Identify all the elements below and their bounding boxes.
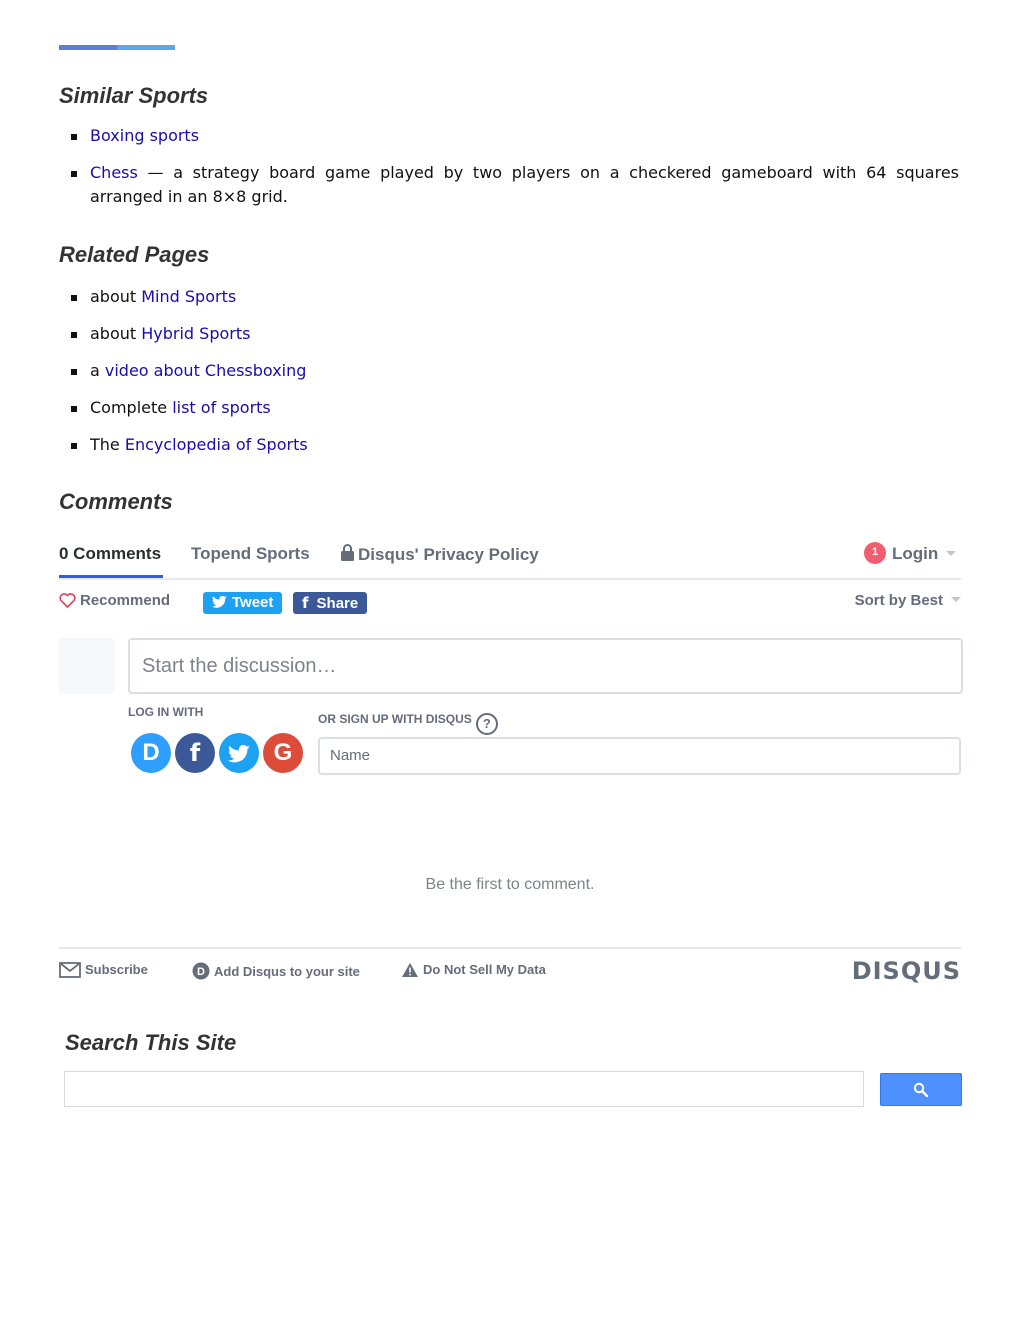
list-item (59, 322, 959, 346)
recommend-label: Recommend (80, 592, 171, 609)
sign-up-text: OR SIGN UP WITH DISQUS (318, 712, 472, 726)
item-prefix: Complete (90, 398, 173, 417)
sort-dropdown[interactable] (855, 592, 961, 609)
share-label: Share (316, 595, 359, 612)
bullet (71, 443, 77, 449)
help-icon[interactable]: ? (476, 713, 498, 735)
active-tab-underline (59, 575, 163, 578)
boxing-sports-link[interactable]: Boxing sports (90, 126, 200, 145)
warning-icon (401, 962, 419, 978)
search-heading: Search This Site (65, 1030, 237, 1055)
tab-privacy-policy[interactable] (341, 544, 539, 565)
lock-icon (341, 544, 354, 561)
item-prefix: The (90, 435, 125, 454)
subscribe-link[interactable] (59, 962, 148, 978)
privacy-policy-label: Disqus' Privacy Policy (358, 545, 539, 564)
tab-topend-sports[interactable]: Topend Sports (191, 544, 310, 563)
notification-badge[interactable]: 1 (864, 542, 886, 564)
list-item (59, 161, 959, 209)
related-pages-heading: Related Pages (59, 242, 210, 267)
list-item (59, 396, 959, 420)
share-button[interactable] (293, 592, 367, 614)
disqus-nav (59, 540, 961, 580)
tweet-button[interactable] (203, 592, 282, 614)
item-prefix: about (90, 324, 142, 343)
bullet (71, 369, 77, 375)
search-button[interactable] (880, 1073, 962, 1106)
subscribe-label: Subscribe (85, 962, 148, 977)
disqus-actions (59, 590, 961, 618)
bullet (71, 295, 77, 301)
disqus-logo[interactable]: DISQUS (851, 957, 961, 985)
twitter-icon[interactable] (219, 733, 259, 773)
hybrid-sports-link[interactable]: Hybrid Sports (141, 324, 251, 343)
similar-sports-heading: Similar Sports (59, 83, 209, 108)
do-not-sell-link[interactable] (401, 962, 546, 978)
comments-heading: Comments (59, 489, 173, 514)
accent-bar (59, 45, 175, 50)
avatar (59, 638, 115, 694)
login-button[interactable] (892, 544, 956, 564)
login-label: Login (892, 544, 939, 563)
log-in-with-label: LOG IN WITH (128, 705, 204, 719)
add-disqus-link[interactable] (192, 962, 360, 980)
google-icon[interactable]: G (263, 733, 303, 773)
item-prefix: about (90, 287, 142, 306)
tab-comments[interactable]: 0 Comments (59, 544, 162, 563)
twitter-icon (212, 596, 227, 608)
disqus-icon (192, 962, 210, 980)
recommend-button[interactable] (59, 592, 170, 609)
chevron-down-icon (946, 551, 956, 556)
chess-description: — a strategy board game played by two players on a checkered gameboard with 64 squares arranged in an 8×8 grid. (90, 163, 959, 206)
list-of-sports-link[interactable]: list of sports (172, 398, 271, 417)
search-icon (913, 1082, 929, 1098)
list-item (59, 359, 959, 383)
mind-sports-link[interactable]: Mind Sports (141, 287, 237, 306)
name-field[interactable]: Name (318, 737, 961, 775)
chessboxing-video-link[interactable]: video about Chessboxing (104, 361, 307, 380)
heart-icon (59, 593, 76, 608)
envelope-icon (59, 962, 81, 978)
svg-text:D: D (197, 966, 205, 978)
similar-sports-list (59, 124, 959, 222)
add-disqus-label: Add Disqus to your site (214, 964, 360, 979)
facebook-icon: f (302, 594, 309, 612)
search-input[interactable] (64, 1071, 864, 1107)
do-not-sell-label: Do Not Sell My Data (423, 962, 546, 977)
accent-bar-right (117, 45, 175, 50)
bullet (71, 332, 77, 338)
list-item (59, 433, 959, 457)
chess-link[interactable]: Chess (90, 163, 138, 182)
disqus-icon[interactable]: D (131, 733, 171, 773)
chevron-down-icon (951, 597, 961, 602)
tweet-label: Tweet (232, 594, 274, 611)
sign-up-label (318, 712, 498, 735)
bullet (71, 171, 77, 177)
encyclopedia-link[interactable]: Encyclopedia of Sports (124, 435, 308, 454)
comment-textarea[interactable]: Start the discussion… (128, 638, 963, 694)
list-item (59, 124, 959, 148)
twitter-bird-icon (228, 745, 250, 763)
facebook-icon[interactable]: f (175, 733, 215, 773)
sort-label: Sort by Best (854, 592, 943, 609)
accent-bar-left (59, 45, 117, 50)
empty-comments-message: Be the first to comment. (425, 876, 595, 893)
item-prefix: a (90, 361, 105, 380)
bullet (71, 134, 77, 140)
list-item (59, 285, 959, 309)
related-pages-list (59, 285, 959, 470)
disqus-footer (59, 947, 961, 989)
bullet (71, 406, 77, 412)
